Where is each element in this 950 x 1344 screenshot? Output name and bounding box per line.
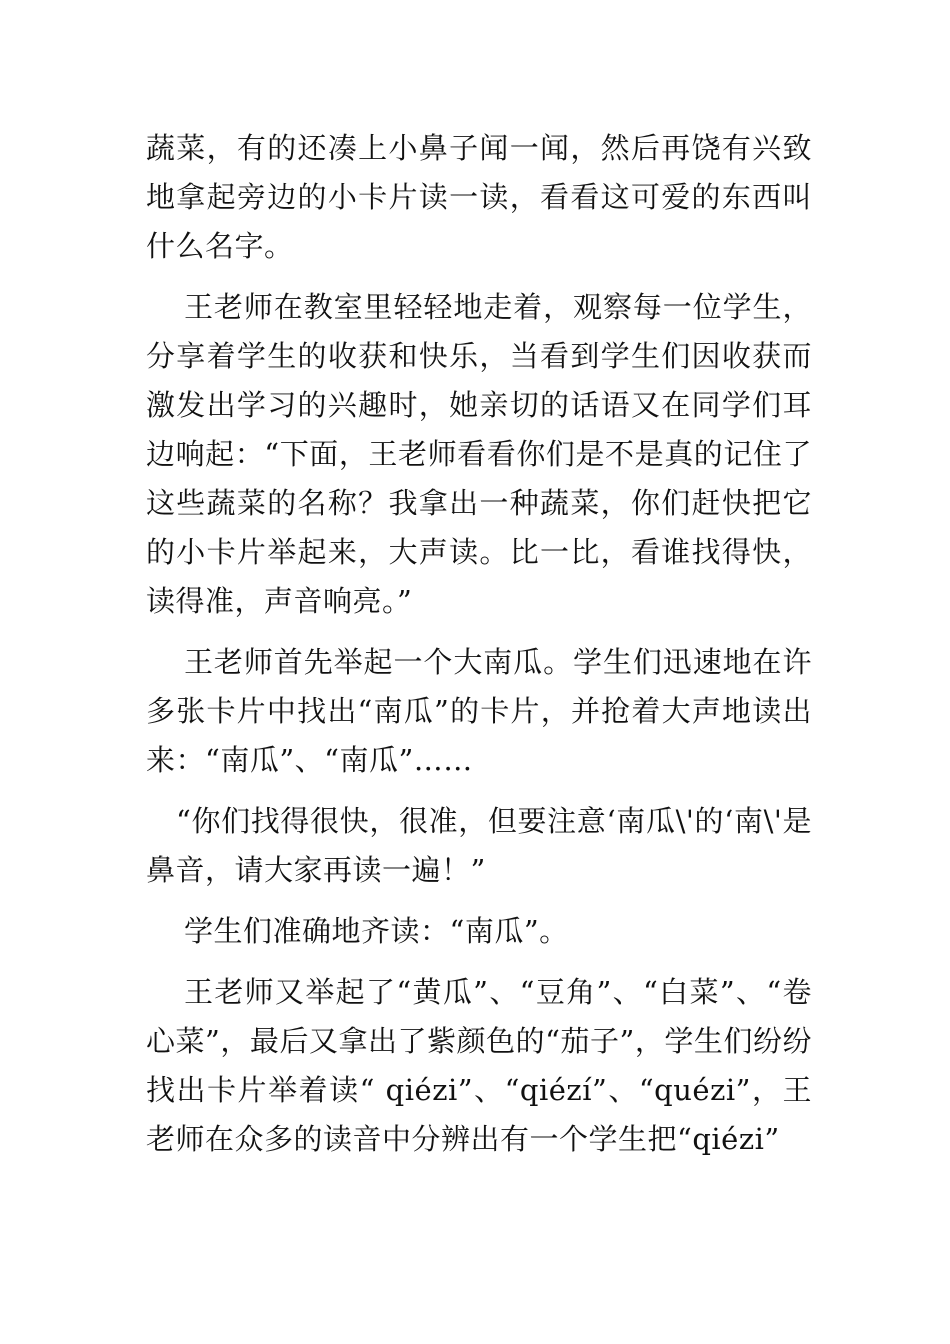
paragraph-4: “你们找得很快，很准，但要注意‘南瓜\'的‘南\'是鼻音，请大家再读一遍！” bbox=[146, 804, 812, 887]
paragraph-1: 蔬菜，有的还凑上小鼻子闻一闻，然后再饶有兴致地拿起旁边的小卡片读一读，看看这可爱的东西叫什么名字。 bbox=[146, 131, 812, 263]
paragraph-5: 学生们准确地齐读：“南瓜”。 bbox=[184, 914, 569, 948]
document-body bbox=[146, 124, 812, 1176]
paragraph-6: 王老师又举起了“黄瓜”、“豆角”、“白菜”、“卷心菜”，最后又拿出了紫颜色的“茄子”，学生们纷纷找出卡片举着读“ qiézi”、“qiézí”、“quézi”，王老师在众多的读音中分辨出有一个学生把“qiézi” bbox=[146, 975, 812, 1156]
paragraph-2: 王老师在教室里轻轻地走着，观察每一位学生，分享着学生的收获和快乐，当看到学生们因收获而激发出学习的兴趣时，她亲切的话语又在同学们耳边响起：“下面，王老师看看你们是不是真的记住了这些蔬菜的名称？我拿出一种蔬菜，你们赶快把它的小卡片举起来，大声读。比一比，看谁找得快，读得准，声音响亮。” bbox=[146, 290, 812, 618]
paragraph-3: 王老师首先举起一个大南瓜。学生们迅速地在许多张卡片中找出“南瓜”的卡片，并抢着大声地读出来：“南瓜”、“南瓜”…… bbox=[146, 645, 812, 777]
